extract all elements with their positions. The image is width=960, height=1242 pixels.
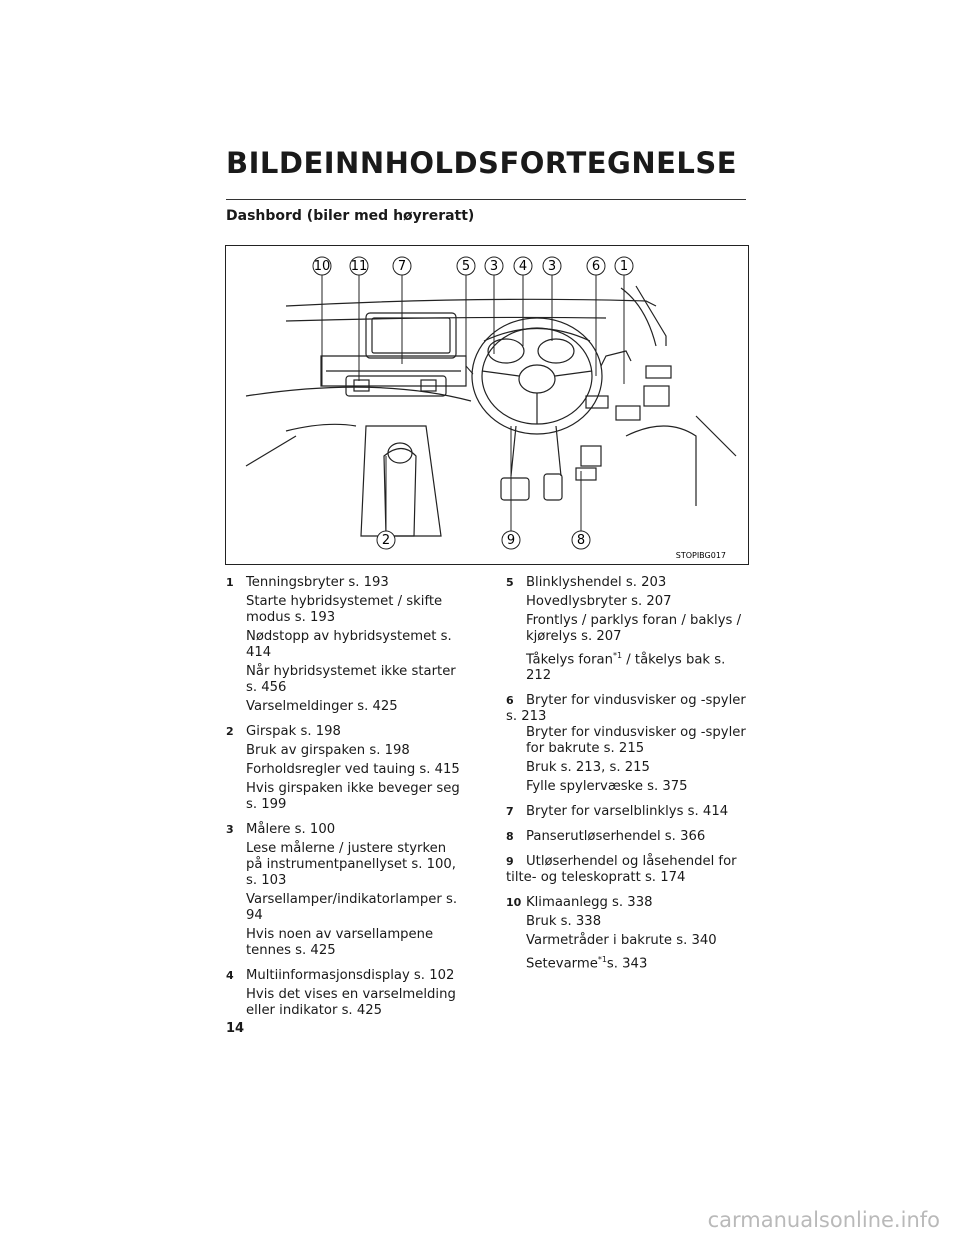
item-number: 9 bbox=[506, 855, 514, 869]
entry-sub: Forholdsregler ved tauing s. 415 bbox=[246, 762, 460, 777]
entry-heading: Tenningsbryter s. 193 bbox=[246, 575, 389, 590]
item-number: 1 bbox=[226, 576, 234, 589]
svg-text:2: 2 bbox=[381, 533, 391, 548]
svg-text:11: 11 bbox=[350, 259, 368, 274]
entry-7 bbox=[506, 804, 746, 820]
dashboard-drawing bbox=[226, 246, 748, 564]
entry-sub-seat: Setevarme$^{*1}$s. 343 bbox=[526, 955, 648, 972]
entry-sub: Hvis girspaken ikke beveger seg s. 199 bbox=[246, 781, 460, 812]
callout-3a bbox=[485, 257, 503, 275]
item-number: 3 bbox=[226, 823, 234, 836]
entry-sub: Varmetråder i bakrute s. 340 bbox=[526, 933, 717, 949]
entry-sub: Varsellamper/indikatorlamper s. 94 bbox=[246, 892, 458, 923]
svg-text:7: 7 bbox=[397, 259, 407, 274]
entry-3 bbox=[226, 822, 466, 959]
item-number: 5 bbox=[506, 576, 514, 589]
entry-5 bbox=[506, 575, 746, 684]
svg-text:9: 9 bbox=[506, 533, 516, 548]
page-number: 14 bbox=[226, 1021, 245, 1036]
callout-9 bbox=[502, 531, 520, 549]
entry-sub: Nødstopp av hybridsystemet s. 414 bbox=[246, 629, 452, 660]
entry-heading: Bryter for varselblinklys s. 414 bbox=[526, 804, 729, 820]
entry-6 bbox=[506, 693, 746, 795]
callout-5 bbox=[457, 257, 475, 275]
item-number: 6 bbox=[506, 694, 514, 708]
entry-heading: Klimaanlegg s. 338 bbox=[526, 895, 653, 911]
entry-sub: Bruk s. 338 bbox=[526, 914, 602, 930]
callout-7 bbox=[393, 257, 411, 275]
svg-text:1: 1 bbox=[619, 259, 629, 274]
entry-sub: Hvis det vises en varselmelding eller indikator s. 425 bbox=[246, 987, 456, 1018]
item-number: 4 bbox=[226, 969, 234, 982]
item-number: 2 bbox=[226, 725, 234, 738]
svg-text:8: 8 bbox=[576, 533, 586, 548]
entry-9 bbox=[506, 854, 746, 886]
callout-2 bbox=[377, 531, 395, 549]
entry-1 bbox=[226, 575, 466, 715]
callout-11 bbox=[350, 257, 368, 275]
entry-sub: Bruk av girspaken s. 198 bbox=[246, 743, 410, 758]
entry-4 bbox=[226, 968, 466, 1019]
item-number: 7 bbox=[506, 805, 514, 819]
callout-4 bbox=[514, 257, 532, 275]
svg-text:3: 3 bbox=[489, 259, 499, 274]
entry-heading: Blinklyshendel s. 203 bbox=[526, 575, 667, 590]
entry-heading: Multiinformasjonsdisplay s. 102 bbox=[246, 968, 455, 983]
item-number: 10 bbox=[506, 896, 522, 910]
page-title: BILDEINNHOLDSFORTEGNELSE bbox=[226, 146, 738, 180]
entry-2 bbox=[226, 724, 466, 813]
entry-8 bbox=[506, 829, 746, 845]
entry-heading: Bryter for vindusvisker og -spyler bbox=[526, 693, 746, 709]
item-number: 8 bbox=[506, 830, 514, 844]
entry-sub: Varselmeldinger s. 425 bbox=[246, 699, 398, 714]
entry-sub: Lese målerne / justere styrken på instrumentpanellyset s. 100, s. 103 bbox=[246, 841, 456, 888]
callout-8 bbox=[572, 531, 590, 549]
title-divider bbox=[226, 199, 746, 200]
watermark: carmanualsonline.info bbox=[707, 1208, 940, 1232]
entry-heading-cont: s. 213 bbox=[506, 709, 547, 725]
entry-heading: Girspak s. 198 bbox=[246, 724, 341, 739]
index-column-left bbox=[226, 575, 466, 1028]
entry-sub: Bruk s. 213, s. 215 bbox=[526, 760, 650, 776]
entry-sub: Hvis noen av varsellampene tennes s. 425 bbox=[246, 927, 434, 958]
entry-sub: Bryter for vindusvisker og -spyler for bakrute s. 215 bbox=[526, 725, 746, 757]
entry-heading-cont: tilte- og teleskopratt s. 174 bbox=[506, 870, 686, 886]
index-column-right bbox=[506, 575, 746, 982]
svg-text:3: 3 bbox=[547, 259, 557, 274]
entry-heading: Panserutløserhendel s. 366 bbox=[526, 829, 706, 845]
entry-heading: Utløserhendel og låsehendel for bbox=[526, 854, 737, 870]
entry-sub-fog: Tåkelys foran$^{*1}$ / tåkelys bak s. 212 bbox=[526, 651, 726, 684]
figure-code: STOPIBG017 bbox=[675, 551, 726, 560]
callout-1 bbox=[615, 257, 633, 275]
callout-6 bbox=[587, 257, 605, 275]
entry-sub: Frontlys / parklys foran / baklys / kjørelys s. 207 bbox=[526, 613, 742, 644]
entry-heading: Målere s. 100 bbox=[246, 822, 336, 837]
svg-text:5: 5 bbox=[461, 259, 471, 274]
entry-sub: Fylle spylervæske s. 375 bbox=[526, 779, 688, 795]
svg-text:10: 10 bbox=[313, 259, 331, 274]
section-title: Dashbord (biler med høyreratt) bbox=[226, 208, 475, 224]
entry-sub: Starte hybridsystemet / skifte modus s. 193 bbox=[246, 594, 443, 625]
callout-3b bbox=[543, 257, 561, 275]
entry-sub: Når hybridsystemet ikke starter s. 456 bbox=[246, 664, 456, 695]
dashboard-illustration bbox=[225, 245, 749, 565]
entry-sub: Hovedlysbryter s. 207 bbox=[526, 594, 672, 609]
svg-text:4: 4 bbox=[518, 259, 528, 274]
entry-10 bbox=[506, 895, 746, 972]
svg-text:6: 6 bbox=[591, 259, 601, 274]
callout-10 bbox=[313, 257, 331, 275]
